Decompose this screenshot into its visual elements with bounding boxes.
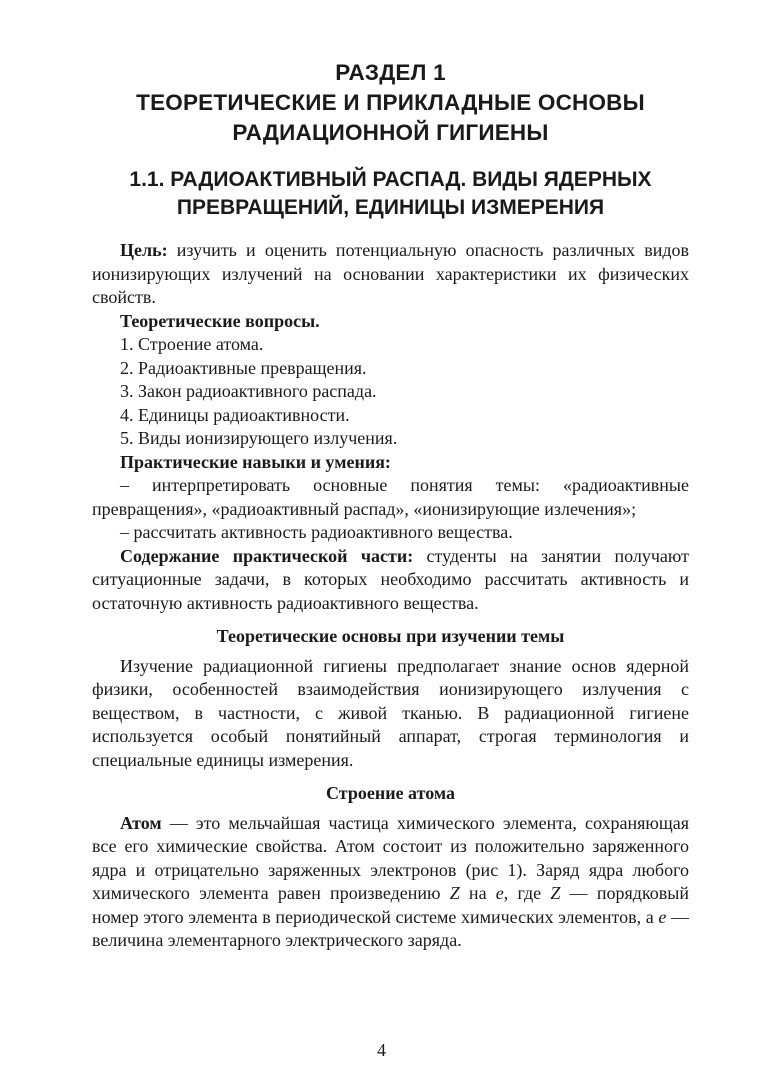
atom-text-3: , где: [503, 883, 551, 903]
practical-label: Содержание практической части:: [120, 545, 414, 566]
document-body: [92, 239, 689, 953]
goal-label: Цель:: [120, 240, 168, 260]
atom-text-1: — это мельчайшая частица химического элемента, сохраняющая все его химические свойства. Атом состоит из положительно заряженного ядра и отрицательно заряженных электронов (рис 1). Заряд ядра любого химического элемента равен произведению: [92, 812, 689, 903]
atom-text-5: — величина элементарного электрического заряда.: [92, 906, 689, 950]
subsection-title-line1: 1.1. РАДИОАКТИВНЫЙ РАСПАД. ВИДЫ ЯДЕРНЫХ: [129, 168, 652, 191]
questions-heading: Теоретические вопросы.: [120, 310, 320, 331]
atom-paragraph: [92, 812, 689, 953]
z-symbol: Z: [550, 883, 561, 903]
question-item: 4. Единицы радиоактивности.: [120, 404, 350, 425]
section-title-line1: ТЕОРЕТИЧЕСКИЕ И ПРИКЛАДНЫЕ ОСНОВЫ: [136, 90, 645, 115]
subsection-title-line2: ПРЕВРАЩЕНИЙ, ЕДИНИЦЫ ИЗМЕРЕНИЯ: [176, 196, 605, 219]
skill-item: – интерпретировать основные понятия темы: «радиоактивные превращения», «радиоактивный распад», «ионизирующие излечения»;: [92, 475, 689, 519]
practical-paragraph: [92, 545, 689, 616]
question-item: 3. Закон радиоактивного распада.: [120, 381, 377, 401]
atom-text-2: на: [459, 883, 496, 903]
skills-heading: Практические навыки и умения:: [120, 451, 391, 472]
e-symbol: е: [495, 883, 504, 903]
section-label: РАЗДЕЛ 1: [335, 60, 446, 85]
goal-text: изучить и оценить потенциальную опасность различных видов ионизирующих излучений на основании характеристики их физических свойств.: [92, 240, 689, 307]
e-symbol: е: [658, 906, 667, 927]
goal-paragraph: [92, 239, 689, 310]
page-content: [92, 58, 689, 953]
page-number: 4: [377, 1040, 386, 1060]
theory-paragraph: Изучение радиационной гигиены предполагает знание основ ядерной физики, особенностей взаимодействия ионизирующего излучения с веществом, в частности, с живой тканью. В радиационной гигиене используется особый понятийный аппарат, строгая терминология и специальные единицы измерения.: [92, 655, 689, 770]
atom-text-4: — порядковый номер этого элемента в периодической системе химических элементов, а: [92, 883, 690, 927]
question-item: 5. Виды ионизирующего излучения.: [120, 428, 398, 448]
theory-heading: Теоретические основы при изучении темы: [216, 626, 565, 646]
skill-item: – рассчитать активность радиоактивного вещества.: [120, 522, 513, 542]
section-title-line2: РАДИАЦИОННОЙ ГИГИЕНЫ: [232, 120, 549, 145]
atom-term: Атом: [120, 812, 162, 833]
z-symbol: Z: [449, 883, 460, 903]
practical-text: студенты на занятии получают ситуационные задачи, в которых необходимо рассчитать активность и остаточную активность радиоактивного вещества.: [92, 545, 689, 613]
question-item: 2. Радиоактивные превращения.: [120, 357, 367, 378]
atom-heading: Строение атома: [326, 783, 455, 803]
question-item: 1. Строение атома.: [120, 334, 264, 354]
